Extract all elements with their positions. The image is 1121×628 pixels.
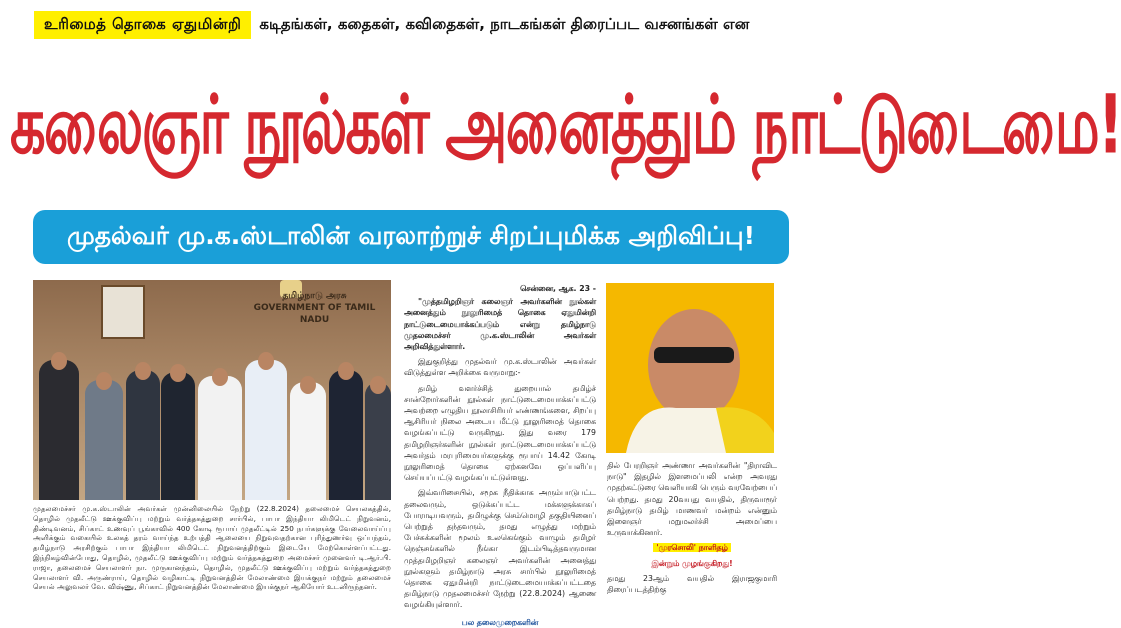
right-column (607, 460, 777, 594)
person (85, 380, 123, 500)
portrait-illustration (606, 283, 774, 453)
right-paragraph: தமது 23ஆம் வயதில் இராஜகுமாரி திரைப்படத்திற்கு (607, 573, 777, 595)
person (365, 382, 391, 500)
article-subhead: பல தலைமுறைகளின் (461, 617, 539, 627)
kicker-tag: உரிமைத் தொகை ஏதுமின்றி (34, 11, 251, 39)
kalaignar-portrait (606, 283, 774, 453)
right-subhead (607, 542, 777, 553)
person-head (170, 364, 186, 382)
news-photo (33, 280, 391, 500)
article-lede: "முத்தமிழறிஞர் கலைஞர் அவர்களின் நூல்கள் அனைத்தும் நூலுரிமைத் தொகை ஏதுமின்றி நாட்டுடைமையாக்கப்படும் என்று தமிழ்நாடு முதலமைச்சர் மு.க.ஸ்டாலின் அவர்கள் அறிவித்துள்ளார். (404, 297, 596, 352)
person-head (51, 352, 67, 370)
person-head (135, 362, 151, 380)
person-head (212, 368, 228, 386)
wall-sign-english: GOVERNMENT OF TAMIL NADU (253, 303, 376, 325)
right-subhead-line: இன்றும் முழங்குகிறது! (651, 558, 733, 568)
article-body (404, 283, 596, 627)
person-head (370, 376, 386, 394)
person (290, 382, 326, 500)
wall-sign-tamil: தமிழ்நாடு அரசு (282, 291, 347, 301)
person (126, 370, 160, 500)
article-paragraph: இவ்வரிசையில், சமூக நீதிக்காக அரும்பாடுபட்ட தலைவரும், ஒடுக்கப்பட்ட மக்களுக்காகப் போராடியவரும், தமிழுக்கு செம்மொழி தகுதியினைப் பெற்றுத் தந்தவரும், தமது எழுத்து மற்றும் பேச்சுக்களின் மூலம் உலகெங்கும் வாழும் தமிழர் நெஞ்சங்களில் நீங்கா இடம்பிடித்தவருமான முத்தமிழறிஞர் கலைஞர் அவர்களின் அனைத்து நூல்களும் தமிழ்நாடு அரசு சார்பில் நூலுரிமைத் தொகை ஏதுமின்றி நாட்டுடைமையாக்கப்பட்டதை தமிழ்நாடு முதலமைச்சர் நேற்று (22.8.2024) ஆணை வழங்கியுள்ளார். (404, 488, 596, 610)
murasoli-highlight: 'முரசொலி' நாளிதழ் (653, 543, 731, 552)
wall-portrait (101, 285, 145, 339)
article-paragraph: இதுகுறித்து முதல்வர் மு.க.ஸ்டாலின் அவர்கள் விடுத்துள்ள அறிக்கை வருமாறு:- (404, 357, 596, 378)
person (39, 360, 79, 500)
portrait-face (648, 309, 740, 421)
article-paragraph: தமிழ் வளர்ச்சித் துறையால் தமிழ்ச் சான்றோர்களின் நூல்கள் நாட்டுடைமையாக்கப்பட்டு அவற்றை எழுதிய நூலாசிரியர் எண்ணங்களை, சிறப்பு ஆசிரியர் நிலை அடைய மீட்டு நூலுரிமைத் தொகை வழங்கப்பட்டு வருகிறது. இது வரை 179 தமிழறிஞர்களின் நூல்கள் நாட்டுடைமையாக்கப்பட்டு அவர்தம் மரபுரிமையர்களுக்கு ரூபாய் 14.42 கோடி நூலுரிமைத் தொகை ஏற்கனவே ஒப்பளிப்பு செய்யப்பட்டு வழங்கப்பட்டுள்ளது. (404, 383, 596, 483)
right-paragraph: தில் பேரறிஞர் அண்ணா அவர்களின் "திராவிட நாடு" இதழில் இளமைப்பலி என்ற அவரது முதற்கட்டுரை வெளியாகி பெரும் வரவேற்பைப் பெற்றது. தமது 20வயது வயதில், திருவாரூர் தமிழ்நாடு தமிழ் மாணவர் மன்றம் என்னும் இளைஞர் மறுமலர்ச்சி அமைப்பை உருவாக்கினார். (607, 461, 777, 538)
kicker-text: கடிதங்கள், கதைகள், கவிதைகள், நாடகங்கள் திரைப்பட வசனங்கள் என (259, 15, 750, 33)
person-head (258, 352, 274, 370)
kicker (34, 10, 749, 40)
photo-caption: முதலமைச்சர் மு.க.ஸ்டாலின் அவர்கள் முன்னிலையில் நேற்று (22.8.2024) தலைமைச் செயலகத்தில், தொழில் முதலீட்டு ஊக்குவிப்பு மற்றும் வர்த்தகத்துறை சார்பில், பாபா இந்தியா லிமிடெட் நிறுவனம், திண்டிவனம், சிப்காட் உணவுப் பூங்காவில் 400 கோடி ரூபாய் முதலீட்டில் 250 நபர்களுக்கு வேலைவாய்ப்பு அளிக்கும் வகையில் உலகத் தரம் வாய்ந்த உற்பத்தி ஆலையை நிறுவுவதற்கான புரிந்துணர்வு ஒப்பந்தம், தமிழ்நாடு அரசிற்கும் பாபா இந்தியா லிமிடெட் நிறுவனத்திற்கும் இடையே மேற்கொள்ளப்பட்டது. இந்நிகழ்வின்போது, தொழில், முதலீட்டு ஊக்குவிப்பு மற்றும் வர்த்தகத்துறை அமைச்சர் முனைவர் டி.ஆர்.பி. ராஜா, தலைமைச் செயலாளர் நா. முருகானந்தம், தொழில், முதலீட்டு ஊக்குவிப்பு மற்றும் வர்த்தகத்துறை செயலாளர் வி. அருண்ராய், தொழில் வழிகாட்டி நிறுவனத்தின் மேலாண்மை இயக்குநர் மற்றும் தலைமைச் செயல் அலுவலர் வே. விஷ்ணு, சிப்காட் நிறுவனத்தின் மேலாண்மை இயக்குநர் ஆகியோர் உடனிருந்தனர். (33, 504, 391, 592)
subhead-text: முதல்வர் மு.க.ஸ்டாலின் வரலாற்றுச் சிறப்புமிக்க அறிவிப்பு! (66, 220, 755, 250)
person-head (300, 376, 316, 394)
person-head (96, 372, 112, 390)
dateline: சென்னை, ஆக. 23 - (520, 284, 596, 293)
person (245, 360, 287, 500)
headline: கலைஞர் நூல்கள் அனைத்தும் நாட்டுடைமை! (10, 78, 1121, 173)
person (161, 372, 195, 500)
person-head (338, 362, 354, 380)
person (198, 376, 242, 500)
sunglasses-icon (654, 347, 734, 363)
person (329, 370, 363, 500)
subhead-banner (33, 210, 789, 264)
wall-sign (238, 290, 391, 326)
